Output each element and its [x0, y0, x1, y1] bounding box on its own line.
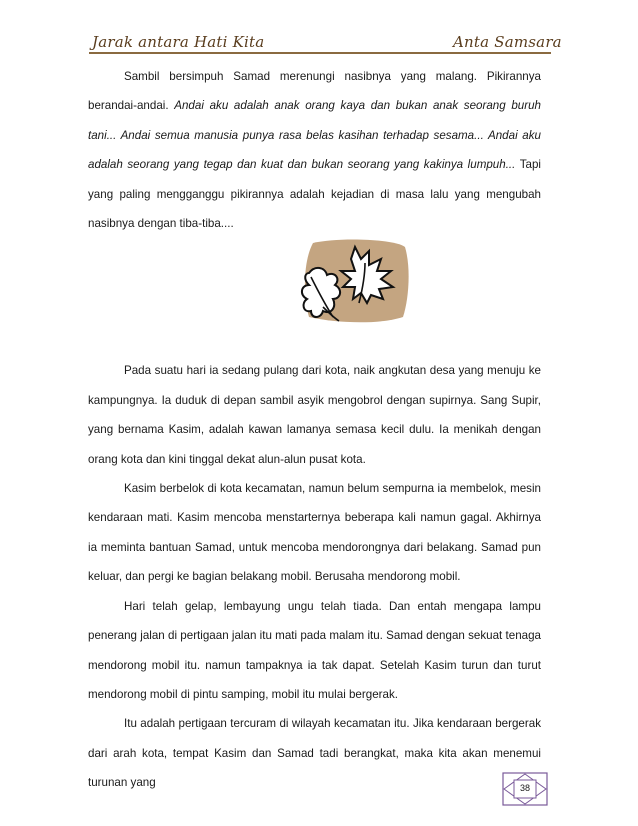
- paragraph-1-text: Sambil bersimpuh Samad merenungi nasibnya yang malang. Pikirannya berandai-andai.: [88, 70, 541, 113]
- paragraph-1-italic: Andai aku adalah anak orang kaya dan bukan anak seorang buruh tani... Andai semua manusia punya rasa belas kasihan terhadap sesama... Andai aku adalah seorang yang tegap dan kuat dan bukan seorang yang kakinya lumpuh...: [88, 99, 542, 172]
- paragraph-1: [88, 62, 541, 238]
- page-number: 38: [519, 783, 530, 793]
- header-author: Anta Samsara: [453, 33, 562, 51]
- paragraph-1-text-end: Tapi yang paling mengganggu pikirannya adalah kejadian di masa lalu yang mengubah nasibnya dengan tiba-tiba....: [88, 158, 542, 231]
- header-book-title: Jarak antara Hati Kita: [92, 33, 265, 51]
- paragraph-4: Hari telah gelap, lembayung ungu telah tiada. Dan entah mengapa lampu penerang jalan di pertigaan jalan itu mati pada malam itu. Samad dengan sekuat tenaga mendorong mobil itu. namun tampaknya ia tak dapat. Setelah Kasim turun dan turut mendorong mobil di pintu samping, mobil itu mulai bergerak.: [88, 599, 541, 701]
- paragraph-5: Itu adalah pertigaan tercuram di wilayah kecamatan itu. Jika kendaraan bergerak dari arah kota, tempat Kasim dan Samad tadi berangkat, maka kita akan menemui turunan yang: [88, 717, 541, 790]
- paragraph-2: Pada suatu hari ia sedang pulang dari kota, naik angkutan desa yang menuju ke kampungnya. Ia duduk di depan sambil asyik mengobrol dengan supirnya. Sang Supir, yang bernama Kasim, adalah kawan lamanya semasa kecil dulu. Ia menikah dengan orang kota dan kini tinggal dekat alun-alun pusat kota.: [88, 364, 541, 466]
- page-body: [88, 62, 541, 798]
- paragraph-3: Kasim berbelok di kota kecamatan, namun belum sempurna ia membelok, mesin kendaraan mati. Kasim mencoba menstarternya beberapa kali namun gagal. Akhirnya ia meminta bantuan Samad, untuk mencoba mendorongnya dari belakang. Samad pun keluar, dan pergi ke bagian belakang mobil. Berusaha mendorong mobil.: [88, 482, 541, 584]
- autumn-leaves-icon: [299, 237, 411, 325]
- header-rule: [89, 52, 551, 54]
